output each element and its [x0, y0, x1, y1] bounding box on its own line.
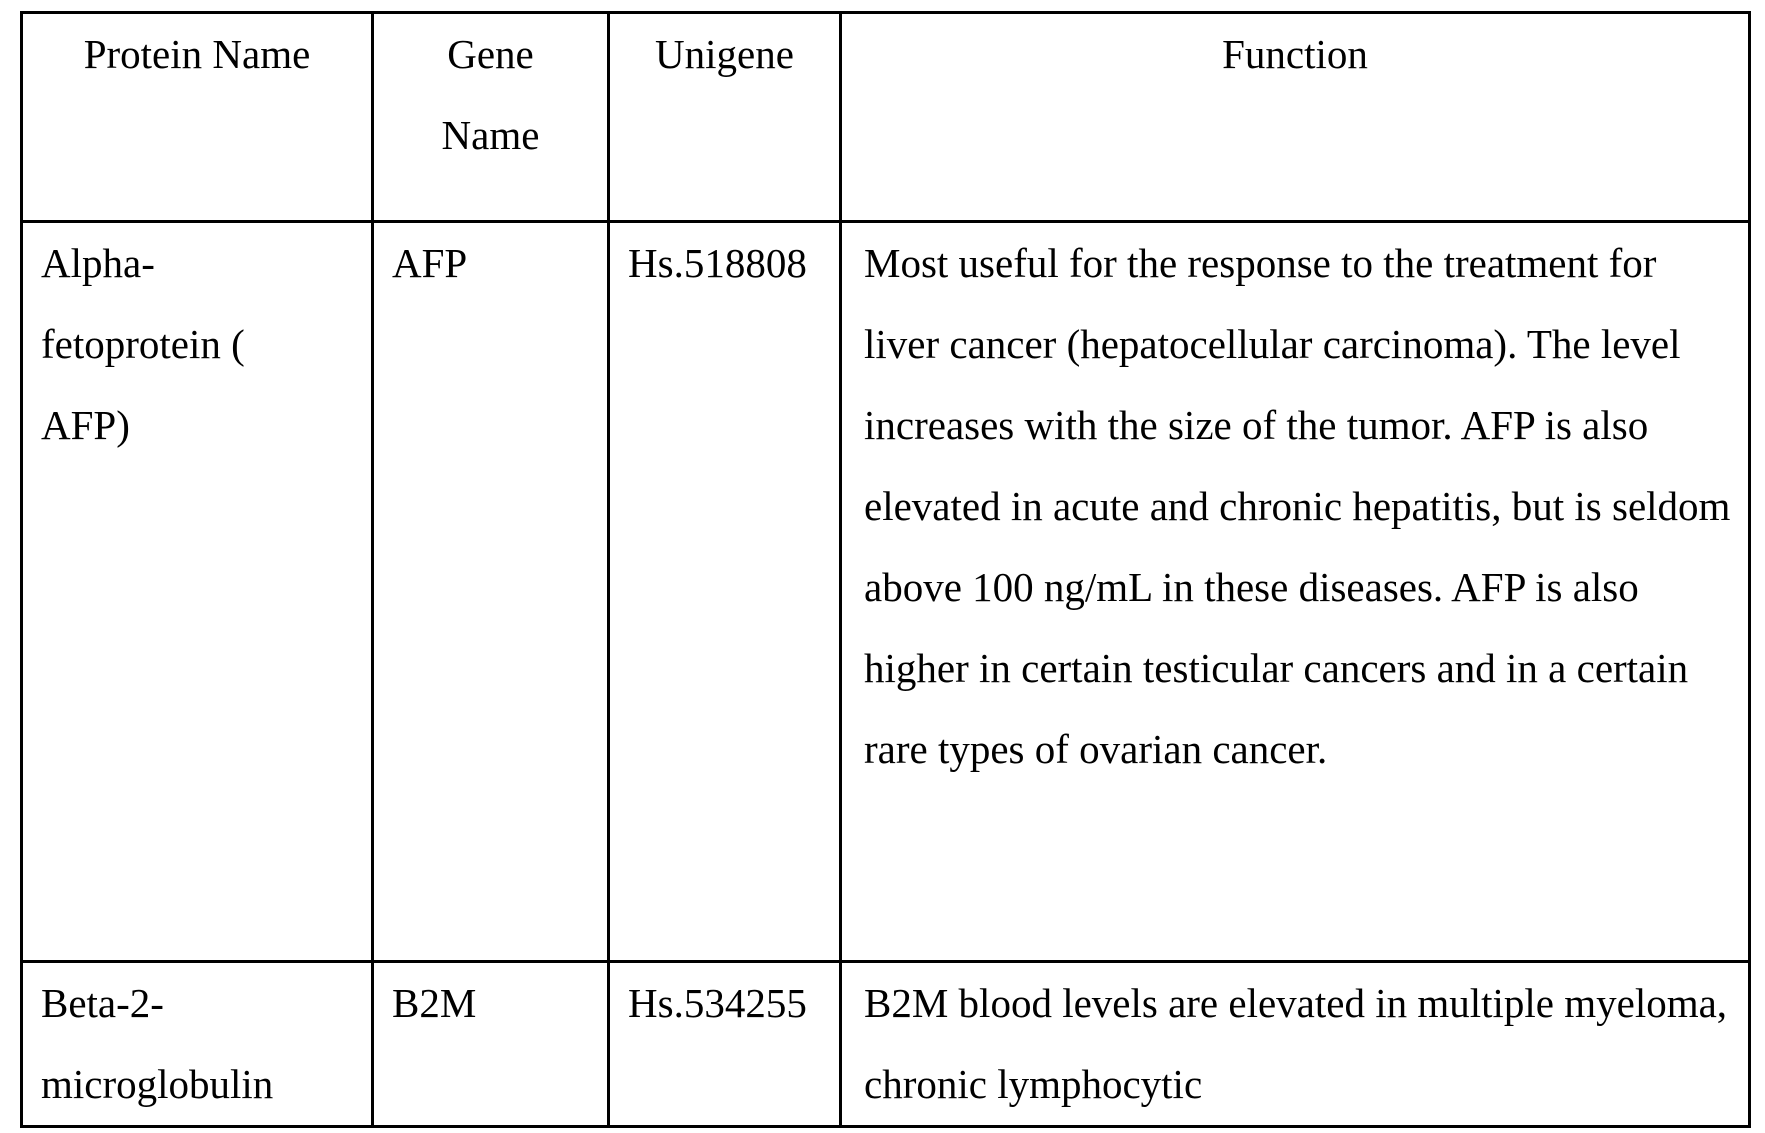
gene-name-cell: B2M: [373, 962, 609, 1127]
header-unigene: Unigene: [609, 13, 841, 222]
protein-table: [20, 11, 1751, 1128]
gene-name-cell: AFP: [373, 222, 609, 962]
table-row: [22, 222, 1750, 962]
protein-name-cell: Alpha-fetoprotein ( AFP): [22, 222, 373, 962]
unigene-cell: Hs.518808: [609, 222, 841, 962]
protein-name-cell: Beta-2-microglobulin: [22, 962, 373, 1127]
header-row: [22, 13, 1750, 222]
function-cell: B2M blood levels are elevated in multiple myeloma, chronic lymphocytic: [841, 962, 1750, 1127]
header-gene-name: Gene Name: [373, 13, 609, 222]
table-row: [22, 962, 1750, 1127]
unigene-cell: Hs.534255: [609, 962, 841, 1127]
header-protein-name: Protein Name: [22, 13, 373, 222]
function-cell: Most useful for the response to the treatment for liver cancer (hepatocellular carcinoma). The level increases with the size of the tumor. AFP is also elevated in acute and chronic hepatitis, but is seldom above 100 ng/mL in these diseases. AFP is also higher in certain testicular cancers and in a certain rare types of ovarian cancer.: [841, 222, 1750, 962]
header-function: Function: [841, 13, 1750, 222]
